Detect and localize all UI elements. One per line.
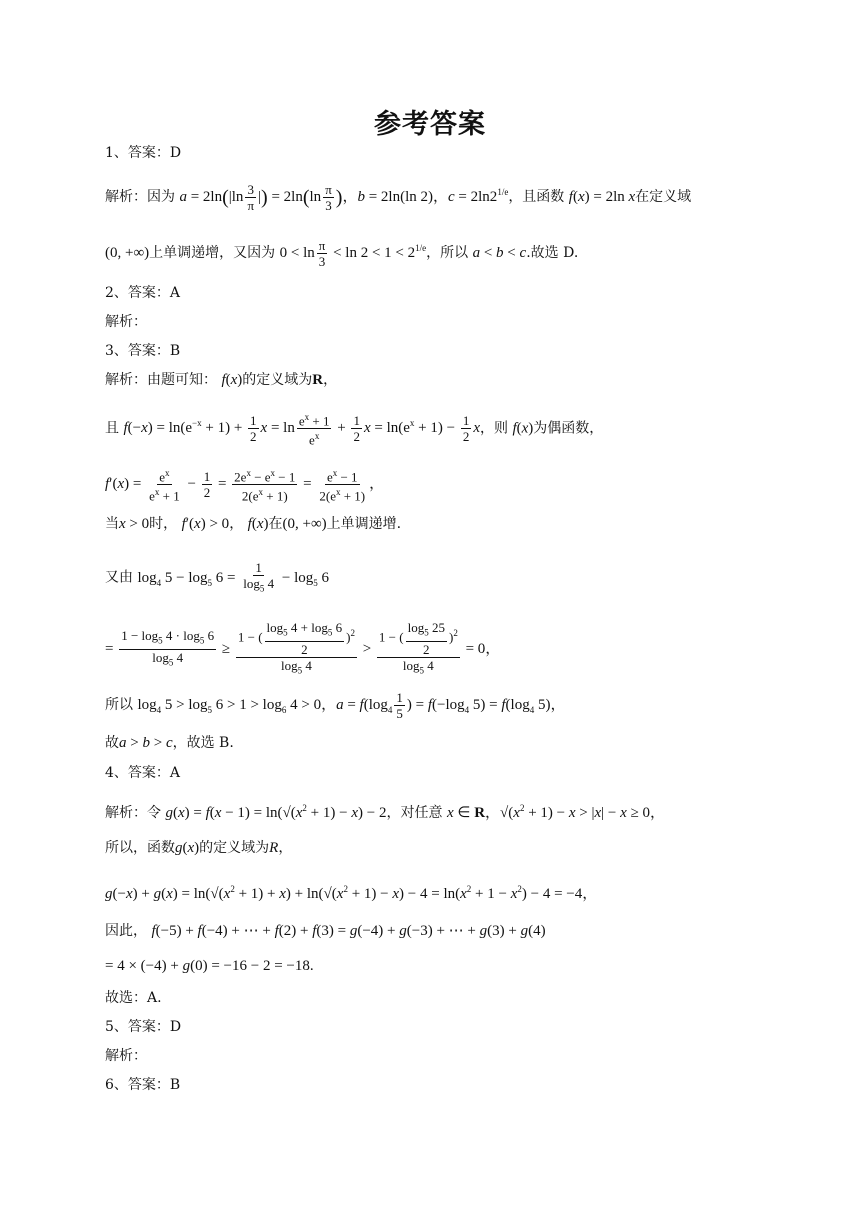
explanation-3-line-6: = $\frac{1 - \log_5 4 \cdot \log_5 6}{\log_5 4}$ ≥ 1 − ( $\frac{\log_5 4 + \log_5 6}{2}$ )$^2$ $\log_5 4$ > 1 − ( $\frac{\log_5 25}{2}$ )$^2$ $\log_5 4$ = 0， — [105, 620, 501, 676]
explanation-3-line-4: 当x > 0时， f′(x) > 0， f(x)在(0, +∞)上单调递增. — [105, 516, 402, 532]
explanation-4-line-4: 因此， f(−5) + f(−4) + ⋯ + f(2) + f(3) = g(−4) + g(−3) + ⋯ + g(3) + g(4) — [105, 923, 546, 939]
answer-4: 4、答案：A — [105, 765, 181, 781]
explanation-3-line-5: 又由 $\log_4 5 - \log_5 6$ = $\frac{1}{\log_5 4}$ − $\log_5 6$ — [105, 560, 329, 594]
answer-3: 3、答案：B — [105, 343, 181, 359]
explanation-5: 解析： — [105, 1048, 147, 1064]
explanation-4-line-5: = 4 × (−4) + g(0) = −16 − 2 = −18. — [105, 958, 314, 974]
explanation-4-line-1: 解析：令 $g(x) = f(x - 1) = \ln(√(x^2 + 1) - x) - 2$，对任意 x ∈ R，$√(x^2 + 1) - x > |x| - x \ge 0$， — [105, 803, 666, 821]
explanation-3-line-3: f′(x) = $\frac{e^x}{e^x + 1}$ − $\frac{1}{2}$ = $\frac{2e^x - e^x - 1}{2(e^x + 1)}$ = $\frac{e^x - 1}{2(e^x + 1)}$ ， — [105, 468, 385, 504]
explanation-4-line-2: 所以，函数g(x)的定义域为R， — [105, 840, 293, 856]
explanation-4-line-6: 故选：A. — [105, 990, 162, 1006]
explanation-3-line-2: 且 $f(-x) = \ln(e^{-x} + 1)$ + $\frac{1}{2}$ x = ln $\frac{e^x + 1}{e^x}$ + $\frac{1}{2}$ $x = \ln(e^x + 1)$ − $\frac{1}{2}$ x，则 f(x)为偶函数， — [105, 412, 604, 448]
explanation-3-line-7: 所以 $\log_4 5 > \log_5 6 > 1 > \log_6 4 > 0$，$a = f(\log_4$ $\frac{1}{5}$ ) = $f(-\log_4$ $5) = f(\log_4$ 5)， — [105, 690, 566, 721]
explanation-2: 解析： — [105, 314, 147, 330]
explanation-4-line-3: $g(-x) + g(x) = \ln(√(x^2 + 1) + x) + \ln(√(x^2 + 1) - x) - 4 = \ln(x^2 + 1 - x^2) - 4 = -4$， — [105, 884, 598, 902]
answer-6: 6、答案：B — [105, 1077, 181, 1093]
answer-1: 1、答案：D — [105, 145, 182, 161]
page-title: 参考答案 — [374, 109, 486, 140]
explanation-1-line-1: 解析：因为 a = 2ln(|ln $\frac{3}{\pi}$ |) = 2ln(ln $\frac{\pi}{3}$ )，b = 2ln(ln 2)，$c = 2\ln 2^{1/e}$，且函数 f(x) = 2ln x在定义域 — [105, 182, 692, 214]
explanation-3-line-8: 故a > b > c，故选 B. — [105, 735, 234, 751]
answer-5: 5、答案：D — [105, 1019, 182, 1035]
explanation-1-line-2: (0, +∞)上单调递增，又因为 0 < ln $\frac{\pi}{3}$ < $\ln 2 < 1 < 2^{1/e}$，所以 a < b < c.故选 D. — [105, 238, 579, 270]
explanation-3-line-1: 解析：由题可知： f(x)的定义域为R， — [105, 372, 338, 388]
answer-2: 2、答案：A — [105, 285, 181, 301]
